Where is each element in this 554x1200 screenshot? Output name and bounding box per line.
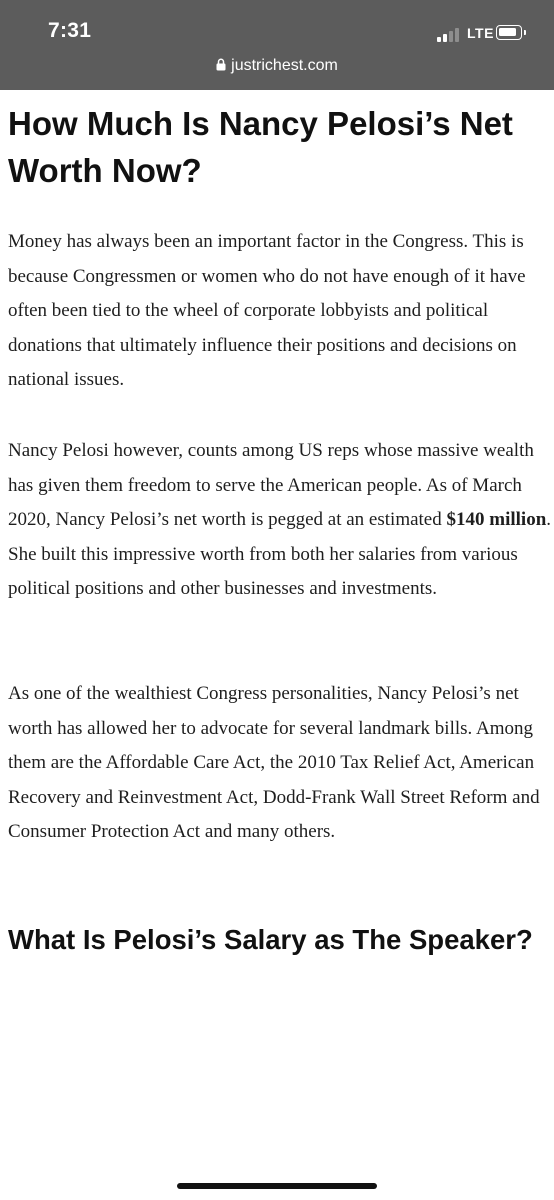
paragraph-text: . She built this impressive worth from both her salaries from various political positions and other businesses and investments. — [8, 509, 552, 599]
home-indicator[interactable] — [177, 1183, 377, 1189]
net-worth-value: $140 million — [446, 509, 547, 530]
paragraph-net-worth — [8, 434, 554, 607]
paragraph-text: Nancy Pelosi however, counts among US reps whose massive wealth has given them freedom to serve the American people. As of March 2020, Nancy Pelosi’s net worth is pegged at an estimated — [8, 440, 534, 530]
paragraph-intro: Money has always been an important factor in the Congress. This is because Congressmen or women who do not have enough of it have often been tied to the wheel of corporate lobbyists and political donations that ultimately influence their positions and decisions on national issues. — [8, 231, 526, 390]
lock-icon — [216, 58, 226, 76]
address-bar[interactable] — [0, 57, 554, 76]
status-bar — [0, 0, 554, 90]
url-text: justrichest.com — [231, 57, 338, 74]
signal-strength-icon — [437, 26, 463, 42]
paragraph-advocacy: As one of the wealthiest Congress personalities, Nancy Pelosi’s net worth has allowed her to advocate for several landmark bills. Among them are the Affordable Care Act, the 2010 Tax Relief Act, American Recovery and Reinvestment Act, Dodd-Frank Wall Street Reform and Consumer Protection Act and many others. — [8, 683, 540, 842]
network-type-label: LTE — [467, 25, 494, 41]
article-heading: How Much Is Nancy Pelosi’s Net Worth Now? — [8, 105, 513, 189]
battery-icon — [496, 25, 522, 40]
status-time: 7:31 — [48, 19, 92, 42]
section-heading-salary: What Is Pelosi’s Salary as The Speaker? — [8, 924, 533, 955]
